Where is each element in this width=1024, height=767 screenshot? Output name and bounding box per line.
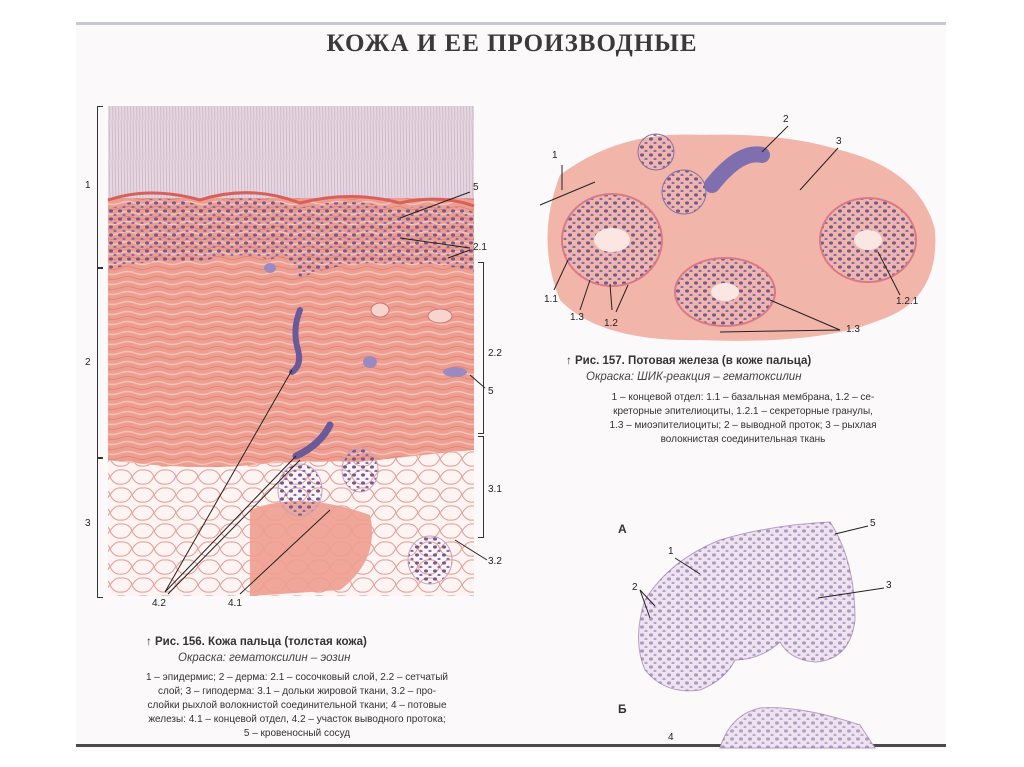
fig-a-panel-letter: А (618, 522, 627, 536)
fig156-label-3-1: 3.1 (488, 484, 502, 495)
fig156-skin-section (108, 106, 474, 596)
fig156-legend (74, 671, 520, 741)
fig157-legend-line: 1 – концевой отдел: 1.1 – базальная мембрана, 1.2 – се- (611, 392, 875, 403)
fig157-label-1: 1 (552, 150, 558, 161)
fig156-stain: Окраска: гематоксилин – эозин (178, 652, 351, 664)
fig156-label-5-mid: 5 (488, 386, 494, 397)
fig157-legend-line: креторные эпителиоциты, 1.2.1 – секреторные гранулы, (613, 406, 873, 417)
fig-a-label-5: 5 (870, 518, 876, 529)
fig-b-panel-letter: Б (618, 702, 627, 716)
fig-a-label-1: 1 (668, 546, 674, 557)
page-title: КОЖА И ЕЕ ПРОИЗВОДНЫЕ (326, 30, 698, 57)
fig157-label-1-2-1: 1.2.1 (896, 296, 919, 307)
fig-a-label-2: 2 (632, 582, 638, 593)
fig156-label-2: 2 (85, 357, 91, 368)
fig156-legend-line: железы: 4.1 – концевой отдел, 4.2 – участок выводного протока; (148, 714, 446, 725)
fig156-legend-line: слой; 3 – гиподерма: 3.1 – дольки жировой ткани, 3.2 – про- (157, 686, 437, 697)
fig-a-label-3: 3 (886, 580, 892, 591)
bracket-fat-lobules (478, 436, 484, 538)
fig157-legend-line: 1.3 – миоэпителиоциты; 2 – выводной проток; 3 – рыхлая (609, 420, 877, 431)
fig157-legend-line: волокнистая соединительная ткань (660, 434, 826, 445)
bracket-epidermis (97, 106, 103, 268)
bracket-reticular (478, 262, 484, 434)
fig156-caption-title: ↑ Рис. 156. Кожа пальца (толстая кожа) (146, 636, 367, 648)
fig157-stain: Окраска: ШИК-реакция – гематоксилин (586, 371, 802, 383)
fig156-label-3: 3 (85, 518, 91, 529)
fig157-label-1-2: 1.2 (604, 318, 618, 329)
fig157-label-1-1: 1.1 (544, 294, 558, 305)
fig157-label-3: 3 (836, 136, 842, 147)
fig156-label-4-1: 4.1 (228, 598, 242, 609)
fig157-caption-title: ↑ Рис. 157. Потовая железа (в коже пальца) (566, 355, 812, 367)
fig156-label-1: 1 (85, 180, 91, 191)
fig157-legend (540, 391, 946, 447)
fig157-label-2: 2 (783, 114, 789, 125)
fig156-label-3-2: 3.2 (488, 556, 502, 567)
fig156-legend-line: слойки рыхлой волокнистой соединительной ткани; 4 – потовые (147, 700, 447, 711)
fig156-legend-line: 1 – эпидермис; 2 – дерма: 2.1 – сосочковый слой, 2.2 – сетчатый (145, 672, 449, 683)
fig156-label-2-2: 2.2 (488, 348, 502, 359)
fig156-label-5-top: 5 (473, 182, 479, 193)
fig-b-label-4: 4 (668, 732, 674, 743)
fig-b-partial (720, 708, 875, 748)
bracket-dermis (97, 268, 103, 458)
fig156-label-2-1: 2.1 (473, 242, 487, 253)
fig156-label-4-2: 4.2 (152, 598, 166, 609)
fig157-gland-section (548, 134, 936, 341)
fig156-legend-line: 5 – кровеносный сосуд (243, 728, 351, 739)
fig157-label-1-3-right: 1.3 (846, 324, 860, 335)
fig157-label-1-3-left: 1.3 (570, 312, 584, 323)
bracket-hypodermis (97, 458, 103, 598)
